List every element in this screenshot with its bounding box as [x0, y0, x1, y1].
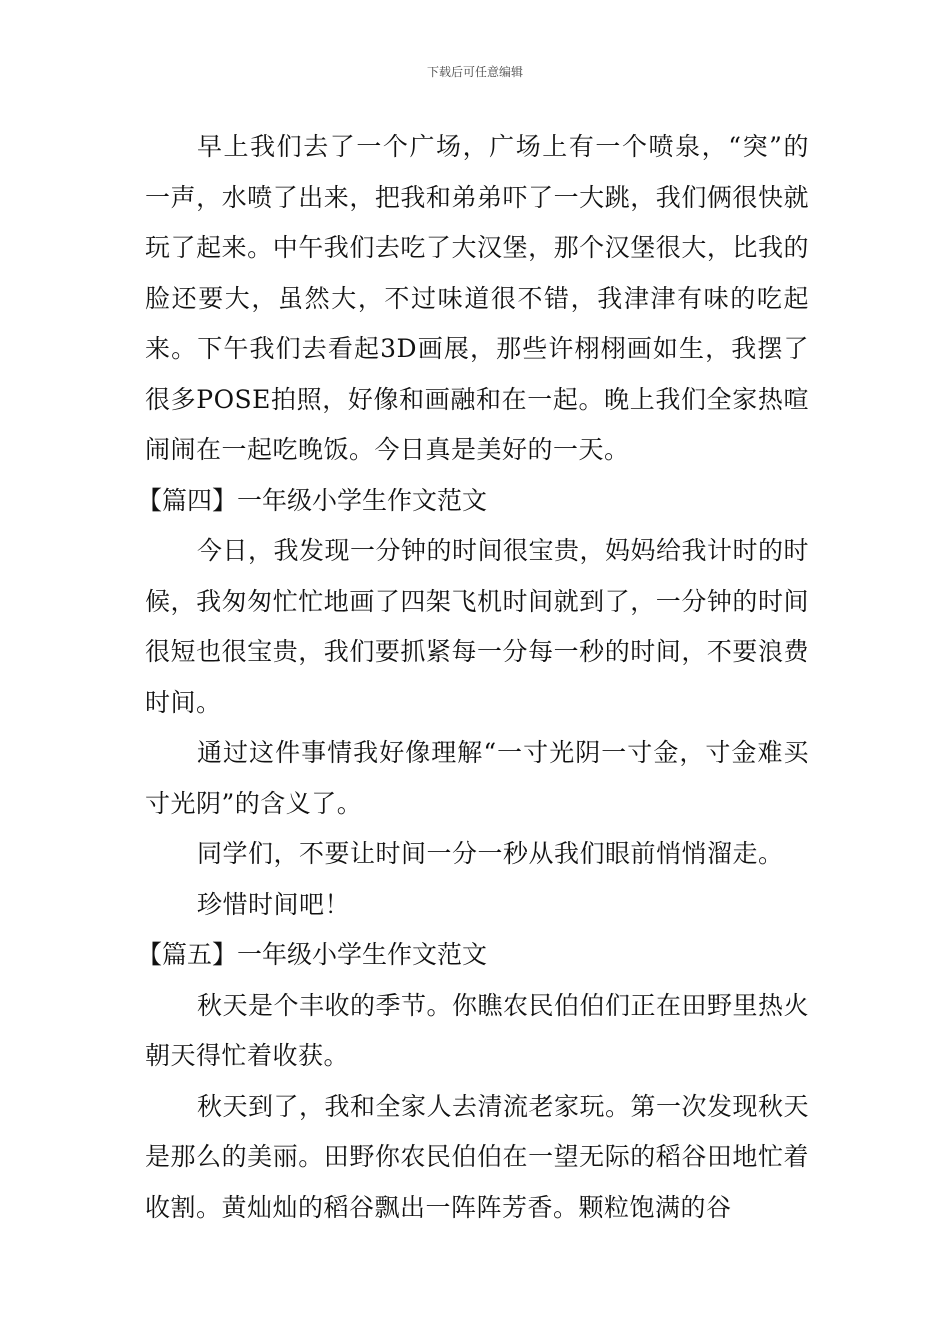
paragraph-morning-square: 早上我们去了一个广场，广场上有一个喷泉，“突”的一声，水喷了出来，把我和弟弟吓了一大跳，我们俩很快就玩了起来。中午我们去吃了大汉堡，那个汉堡很大，比我的脸还要大，虽然大，不过味道很不错，我津津有味的吃起来。下午我们去看起3D画展，那些许栩栩画如生，我摆了很多POSE拍照，好像和画融和在一起。晚上我们全家热喧闹闹在一起吃晚饭。今日真是美好的一天。 [145, 132, 809, 464]
paragraph-autumn-village: 秋天到了，我和全家人去清流老家玩。第一次发现秋天是那么的美丽。田野你农民伯伯在一望无际的稻谷田地忙着收割。黄灿灿的稻谷飘出一阵阵芳香。颗粒饱满的谷 [145, 1091, 810, 1222]
page-header: 下载后可任意编辑 [426, 65, 523, 79]
section-heading-part-four: 【篇四】一年级小学生作文范文 [137, 485, 488, 515]
paragraph-one-minute: 今日，我发现一分钟的时间很宝贵，妈妈给我计时的时候，我匆匆忙忙地画了四架飞机时间就到了，一分钟的时间很短也很宝贵，我们要抓紧每一分每一秒的时间，不要浪费时间。 [145, 536, 810, 717]
paragraph-cherish-time: 珍惜时间吧！ [197, 889, 351, 919]
paragraph-autumn-harvest: 秋天是个丰收的季节。你瞧农民伯伯们正在田野里热火朝天得忙着收获。 [145, 990, 810, 1070]
paragraph-time-proverb: 通过这件事情我好像理解“一寸光阴一寸金，寸金难买寸光阴”的含义了。 [145, 738, 809, 818]
document-body [137, 122, 810, 1233]
section-heading-part-five: 【篇五】一年级小学生作文范文 [137, 940, 488, 969]
paragraph-classmates: 同学们，不要让时间一分一秒从我们眼前悄悄溜走。 [197, 839, 784, 868]
